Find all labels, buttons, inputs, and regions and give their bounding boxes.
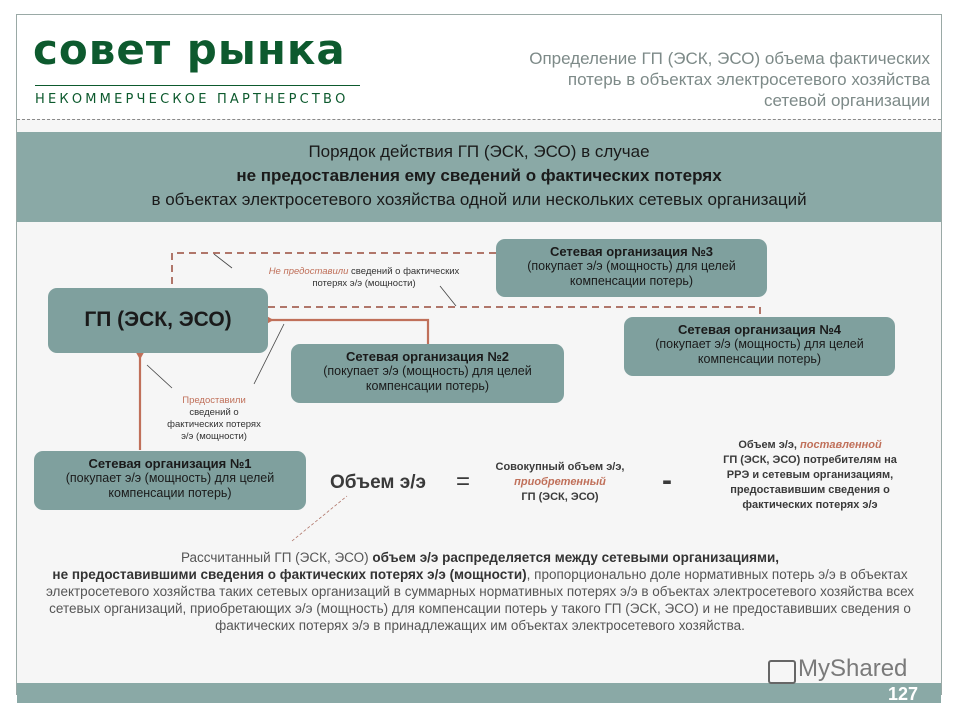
org-desc: компенсации потерь) — [697, 352, 822, 366]
note-text: э/э (мощности) — [181, 431, 247, 442]
org-desc: компенсации потерь) — [365, 379, 490, 393]
org-title: Сетевая организация №1 — [88, 456, 252, 471]
term-text: ГП (ЭСК, ЭСО) потребителям на — [723, 454, 897, 466]
title-line: Определение ГП (ЭСК, ЭСО) объема фактических — [529, 49, 930, 68]
term-text: РРЭ и сетевым организациям, — [726, 469, 894, 481]
minus-sign: - — [662, 464, 672, 497]
term-text: предоставившим сведения о — [730, 484, 890, 496]
logo-title: совет рынка — [33, 25, 346, 74]
provided-note — [144, 395, 284, 443]
banner-line: Порядок действия ГП (ЭСК, ЭСО) в случае — [308, 142, 650, 161]
note-text: сведений о — [189, 407, 239, 418]
equals-sign: = — [456, 468, 471, 495]
note-text: сведений о фактических — [348, 266, 460, 277]
formula-lhs: Объем э/э — [330, 472, 427, 493]
para-bold: не предоставившими сведения о фактических потерях э/э (мощности) — [52, 567, 527, 582]
presentation-icon — [768, 660, 796, 684]
para-bold: объем э/э распределяется между сетевыми организациями, — [372, 550, 780, 565]
org-desc: (покупает э/э (мощность) для целей — [527, 259, 736, 273]
formula-term-1 — [470, 460, 650, 505]
banner-line-bold: не предоставления ему сведений о фактических потерях — [236, 166, 722, 185]
note-text: фактических потерях — [167, 419, 261, 430]
term-text: Объем э/э, — [738, 439, 801, 451]
term-text: фактических потерях э/э — [742, 499, 878, 511]
term-accent: приобретенный — [514, 476, 606, 488]
para-text: Рассчитанный ГП (ЭСК, ЭСО) — [180, 550, 373, 565]
org-box-1 — [34, 451, 306, 510]
org-desc: (покупает э/э (мощность) для целей — [65, 471, 275, 485]
org-box-3 — [496, 239, 767, 297]
org-title: Сетевая организация №3 — [549, 244, 714, 259]
explanation-paragraph — [40, 549, 920, 634]
para-text: , пропорционально доле нормативных потерь э/э в объектах электросетевого хозяйства таких сетевых организаций в суммарных нормативных потерях э/э в объектах электросетевого хозяйства всех сетевых организаций, приобретающих э/э (мощность) для компенсации потерь у такого ГП (ЭСК, ЭСО) и не предоставивших сведения о фактических потерях э/э в принадлежащих им объектах электросетевого хозяйства. — [45, 567, 915, 633]
logo-subtitle: НЕКОММЕРЧЕСКОЕ ПАРТНЕРСТВО — [35, 92, 349, 107]
gp-box — [48, 288, 268, 353]
org-desc: (покупает э/э (мощность) для целей — [323, 364, 532, 378]
term-text: ГП (ЭСК, ЭСО) — [521, 491, 599, 503]
org-title: Сетевая организация №4 — [677, 322, 842, 337]
gp-label: ГП (ЭСК, ЭСО) — [84, 308, 232, 331]
page-number: 127 — [887, 684, 918, 704]
term-accent: поставленной — [800, 439, 882, 451]
org-desc: компенсации потерь) — [569, 274, 694, 288]
footer-bar — [17, 683, 941, 703]
org-box-4 — [624, 317, 895, 376]
title-line: потерь в объектах электросетевого хозяйства — [567, 70, 930, 89]
not-provided-note — [234, 266, 494, 290]
org-desc: компенсации потерь) — [108, 486, 232, 500]
note-accent: Не предоставили — [268, 266, 349, 277]
org-title: Сетевая организация №2 — [345, 349, 510, 364]
title-line: сетевой организации — [763, 91, 930, 110]
banner-line: в объектах электросетевого хозяйства одной или нескольких сетевых организаций — [151, 190, 807, 209]
term-text: Совокупный объем э/э, — [495, 461, 625, 473]
org-box-2 — [291, 344, 564, 403]
note-accent: Предоставили — [182, 395, 246, 406]
org-desc: (покупает э/э (мощность) для целей — [655, 337, 864, 351]
note-text: потерях э/э (мощности) — [312, 278, 416, 289]
watermark: MyShared — [798, 655, 908, 682]
formula-term-2 — [692, 438, 928, 513]
